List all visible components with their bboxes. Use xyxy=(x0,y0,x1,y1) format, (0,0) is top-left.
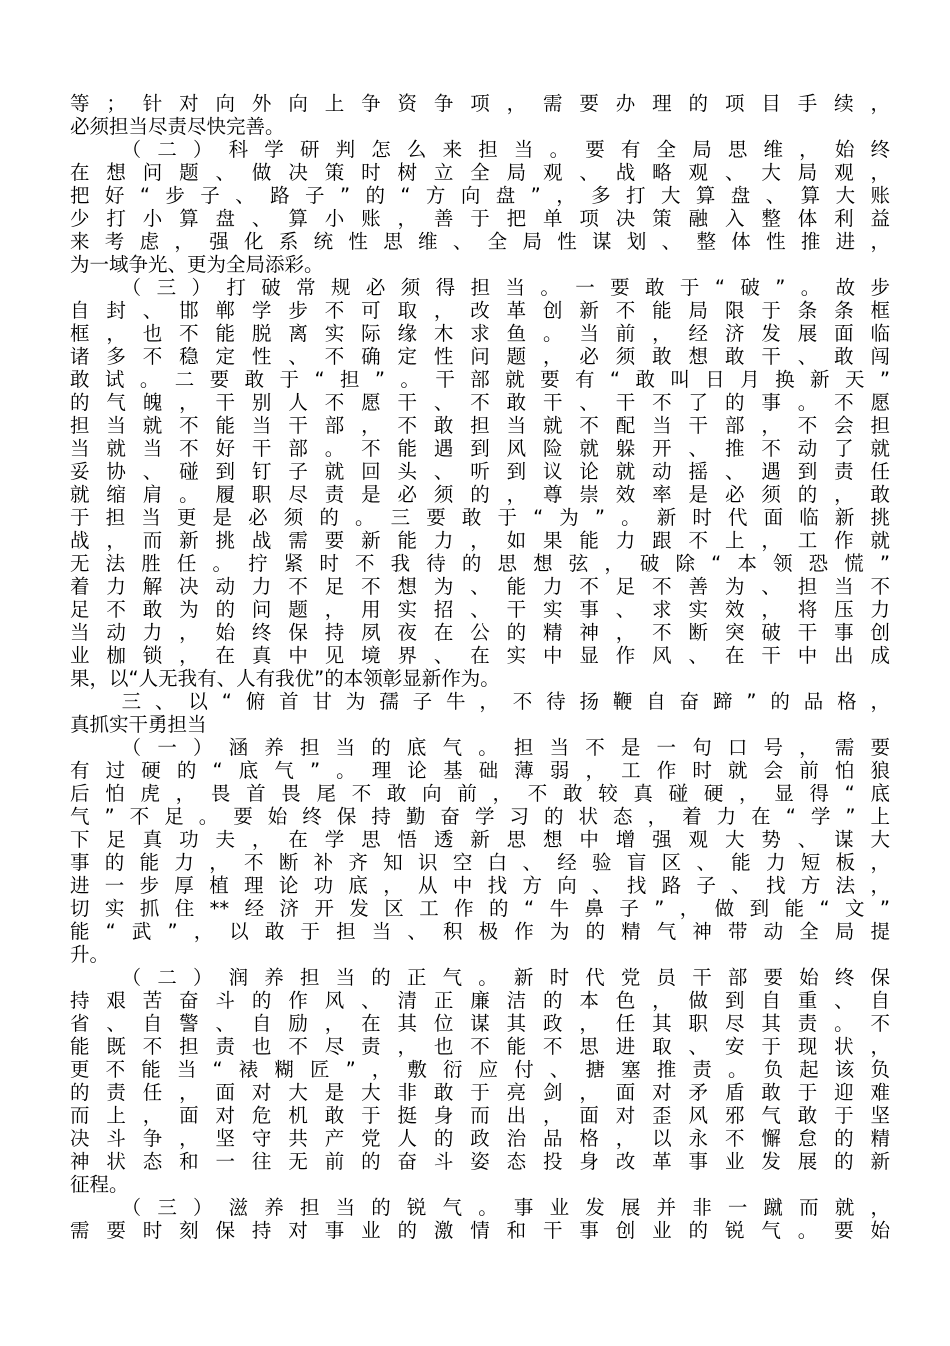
text-line: 征程。 xyxy=(70,1173,129,1196)
text-line: 有过硬的“底气”。理论基础薄弱，工作时就会前怕狼 xyxy=(70,759,890,782)
text-line: 切实抓住**经济开发区工作的“牛鼻子”，做到能“文” xyxy=(70,897,890,920)
text-line: 而上，面对危机敢于挺身而出，面对歪风邪气敢于坚 xyxy=(70,1104,890,1127)
text-line: 当动力，始终保持夙夜在公的精神，不断突破干事创 xyxy=(70,621,890,644)
text-line: 必须担当尽责尽快完善。 xyxy=(70,115,285,138)
text-line: 后怕虎，畏首畏尾不敢向前，不敢较真碰硬，显得“底 xyxy=(70,782,890,805)
text-line: 神状态和一往无前的奋斗姿态投身改革事业发展的新 xyxy=(70,1150,890,1173)
text-line: （一）涵养担当的底气。担当不是一句口号，需要 xyxy=(121,736,890,759)
text-line: 能既不担责也不尽责，也不能不思进取、安于现状， xyxy=(70,1035,890,1058)
text-line: 下足真功夫，在学思悟透新思想中增强观大势、谋大 xyxy=(70,828,890,851)
text-line: 诸多不稳定性、不确定性问题，必须敢想敢干、敢闯 xyxy=(70,345,890,368)
text-line: 能“武”，以敢于担当、积极作为的精气神带动全局提 xyxy=(70,920,890,943)
text-line: 事的能力，不断补齐知识空白、经验盲区、能力短板， xyxy=(70,851,890,874)
text-line: 的气魄，干别人不愿干、不敢干、干不了的事。不愿 xyxy=(70,391,890,414)
text-line: （三）打破常规必须得担当。一要敢于“破”。故步 xyxy=(121,276,890,299)
text-line: 就缩肩。履职尽责是必须的，尊崇效率是必须的，敢 xyxy=(70,483,890,506)
text-line: 自封、邯郸学步不可取，改革创新不能局限于条条框 xyxy=(70,299,890,322)
text-line: 的责任，面对大是大非敢于亮剑，面对矛盾敢于迎难 xyxy=(70,1081,890,1104)
text-line: 着力解决动力不足不想为、能力不足不善为、担当不 xyxy=(70,575,890,598)
text-line: 业枷锁，在真中见境界、在实中显作风、在干中出成 xyxy=(70,644,890,667)
text-line: （三）滋养担当的锐气。事业发展并非一蹴而就， xyxy=(121,1196,890,1219)
text-line: 需要时刻保持对事业的激情和干事创业的锐气。要始 xyxy=(70,1219,890,1242)
text-line: （二）科学研判怎么来担当。要有全局思维，始终 xyxy=(121,138,890,161)
text-line: （二）润养担当的正气。新时代党员干部要始终保 xyxy=(121,966,890,989)
text-line: 等；针对向外向上争资争项，需要办理的项目手续， xyxy=(70,92,890,115)
text-line: 为一域争光、更为全局添彩。 xyxy=(70,253,324,276)
text-line: 框，也不能脱离实际缘木求鱼。当前，经济发展面临 xyxy=(70,322,890,345)
text-line: 足不敢为的问题，用实招、干实事、求实效，将压力 xyxy=(70,598,890,621)
text-line: 于担当更是必须的。三要敢于“为”。新时代面临新挑 xyxy=(70,506,890,529)
text-line: 更不能当“裱糊匠”，敷衍应付、搪塞推责。负起该负 xyxy=(70,1058,890,1081)
text-line: 少打小算盘、算小账，善于把单项决策融入整体利益 xyxy=(70,207,890,230)
text-line: 果，以“人无我有、人有我优”的本领彰显新作为。 xyxy=(70,667,500,690)
text-line: 无法胜任。拧紧时不我待的思想弦，破除“本领恐慌” xyxy=(70,552,890,575)
text-line: 真抓实干勇担当 xyxy=(70,713,207,736)
text-line: 把好“步子、路子”的“方向盘”，多打大算盘、算大账 xyxy=(70,184,890,207)
text-line: 三、以“俯首甘为孺子牛，不待扬鞭自奋蹄”的品格， xyxy=(121,690,890,713)
document-body xyxy=(70,92,890,1242)
text-line: 决斗争，坚守共产党人的政治品格，以永不懈怠的精 xyxy=(70,1127,890,1150)
text-line: 气”不足。要始终保持勤奋学习的状态，着力在“学”上 xyxy=(70,805,890,828)
text-line: 省、自警、自励，在其位谋其政，任其职尽其责。不 xyxy=(70,1012,890,1035)
text-line: 来考虑，强化系统性思维、全局性谋划、整体性推进， xyxy=(70,230,890,253)
text-line: 妥协、碰到钉子就回头、听到议论就动摇、遇到责任 xyxy=(70,460,890,483)
text-line: 在想问题、做决策时树立全局观、战略观、大局观， xyxy=(70,161,890,184)
text-line: 担当就不能当干部，不敢担当就不配当干部，不会担 xyxy=(70,414,890,437)
text-line: 进一步厚植理论功底，从中找方向、找路子、找方法， xyxy=(70,874,890,897)
text-line: 当就当不好干部。不能遇到风险就躲开、推不动了就 xyxy=(70,437,890,460)
text-line: 持艰苦奋斗的作风、清正廉洁的本色，做到自重、自 xyxy=(70,989,890,1012)
text-line: 敢试。二要敢于“担”。干部就要有“敢叫日月换新天” xyxy=(70,368,890,391)
text-line: 升。 xyxy=(70,943,110,966)
text-line: 战，而新挑战需要新能力，如果能力跟不上，工作就 xyxy=(70,529,890,552)
